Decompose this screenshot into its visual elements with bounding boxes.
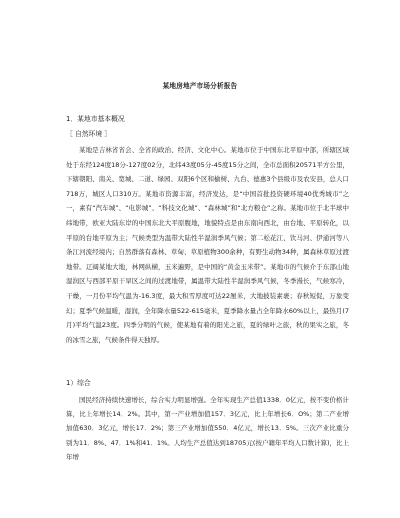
subsection-heading-environment: ［ 自然环境 ］ — [66, 130, 112, 138]
page-title: 某地房地产市场分析报告 — [162, 82, 238, 90]
section-heading: 1．某地市基本概况 — [66, 115, 125, 123]
economy-paragraph: 国民经济持续快速增长，综合实力明显增强。全年实现生产总值1338．0亿元，按不变价格计算，比上年增长14．2%。其中，第一产业增加值157．3亿元，比上年增长6．O%；第二产业增加值630．3亿元，增长17．2%；第三产业增加值550．4亿元，增长13．5%。三次产业比重分别为11．8%、47．1%和41．1%。人均生产总值达到18705元(按户籍年平均人口数计算)，比上年增 — [66, 396, 349, 461]
subsection-heading-summary: 1）综合 — [66, 379, 91, 387]
environment-paragraph: 某地是吉林省省会、全省的政治、经济、文化中心。某地市位于中国东北平原中部，所辖区域处于东经124度18分-127度02分，北纬43度05分-45度15分之间，全市总面积20571平方公里，下辖朝阳、南关、宽城、二道、绿园、双阳6个区和榆树、九台、德惠3个县级市及农安县，总人口718万，城区人口310万。某地市资源丰富，经济发达，是“中国首批投资硬环境40优秀城市”之一，素有“汽车城”、“电影城”、“科技文化城”、“森林城”和“北方粮仓”之称。某地市位于北半球中纬地带，欧亚大陆东岸的中国东北大平原腹地，地貌特点是由东南向西北，由台地、平原转化，以平原的台地平原为主；气候类型为温带大陆性半湿润季风气候；第二松花江、饮马河、伊通河等八条江河流经境内；自然群落有森林、草甸、草原植物300余种，有野生动物34种，属森林草原过渡地带。辽阔某地大地，林网纵横，玉米遍野，是中国的“黄金玉米带”。某地市的气候介于东部山地湿润区与西部平原干旱区之间的过渡地带，属温带大陆性半湿润季风气候，冬季漫长，气候寒冷，干燥，一月份平均气温为-16.3度，最大积雪厚度可达22厘米，大地披装素裹；春秋短促，万象变幻；夏季气候温暖，湿润，全年降水量522-615毫米，夏季降水量占全年降水60%以上，最热月(7月)平均气温23度。四季分明的气候，使某地有着的阳光之旅，夏的绿叶之旅，秋的果实之旅，冬的冰雪之旅，气候条件得天独厚。 — [66, 146, 349, 344]
